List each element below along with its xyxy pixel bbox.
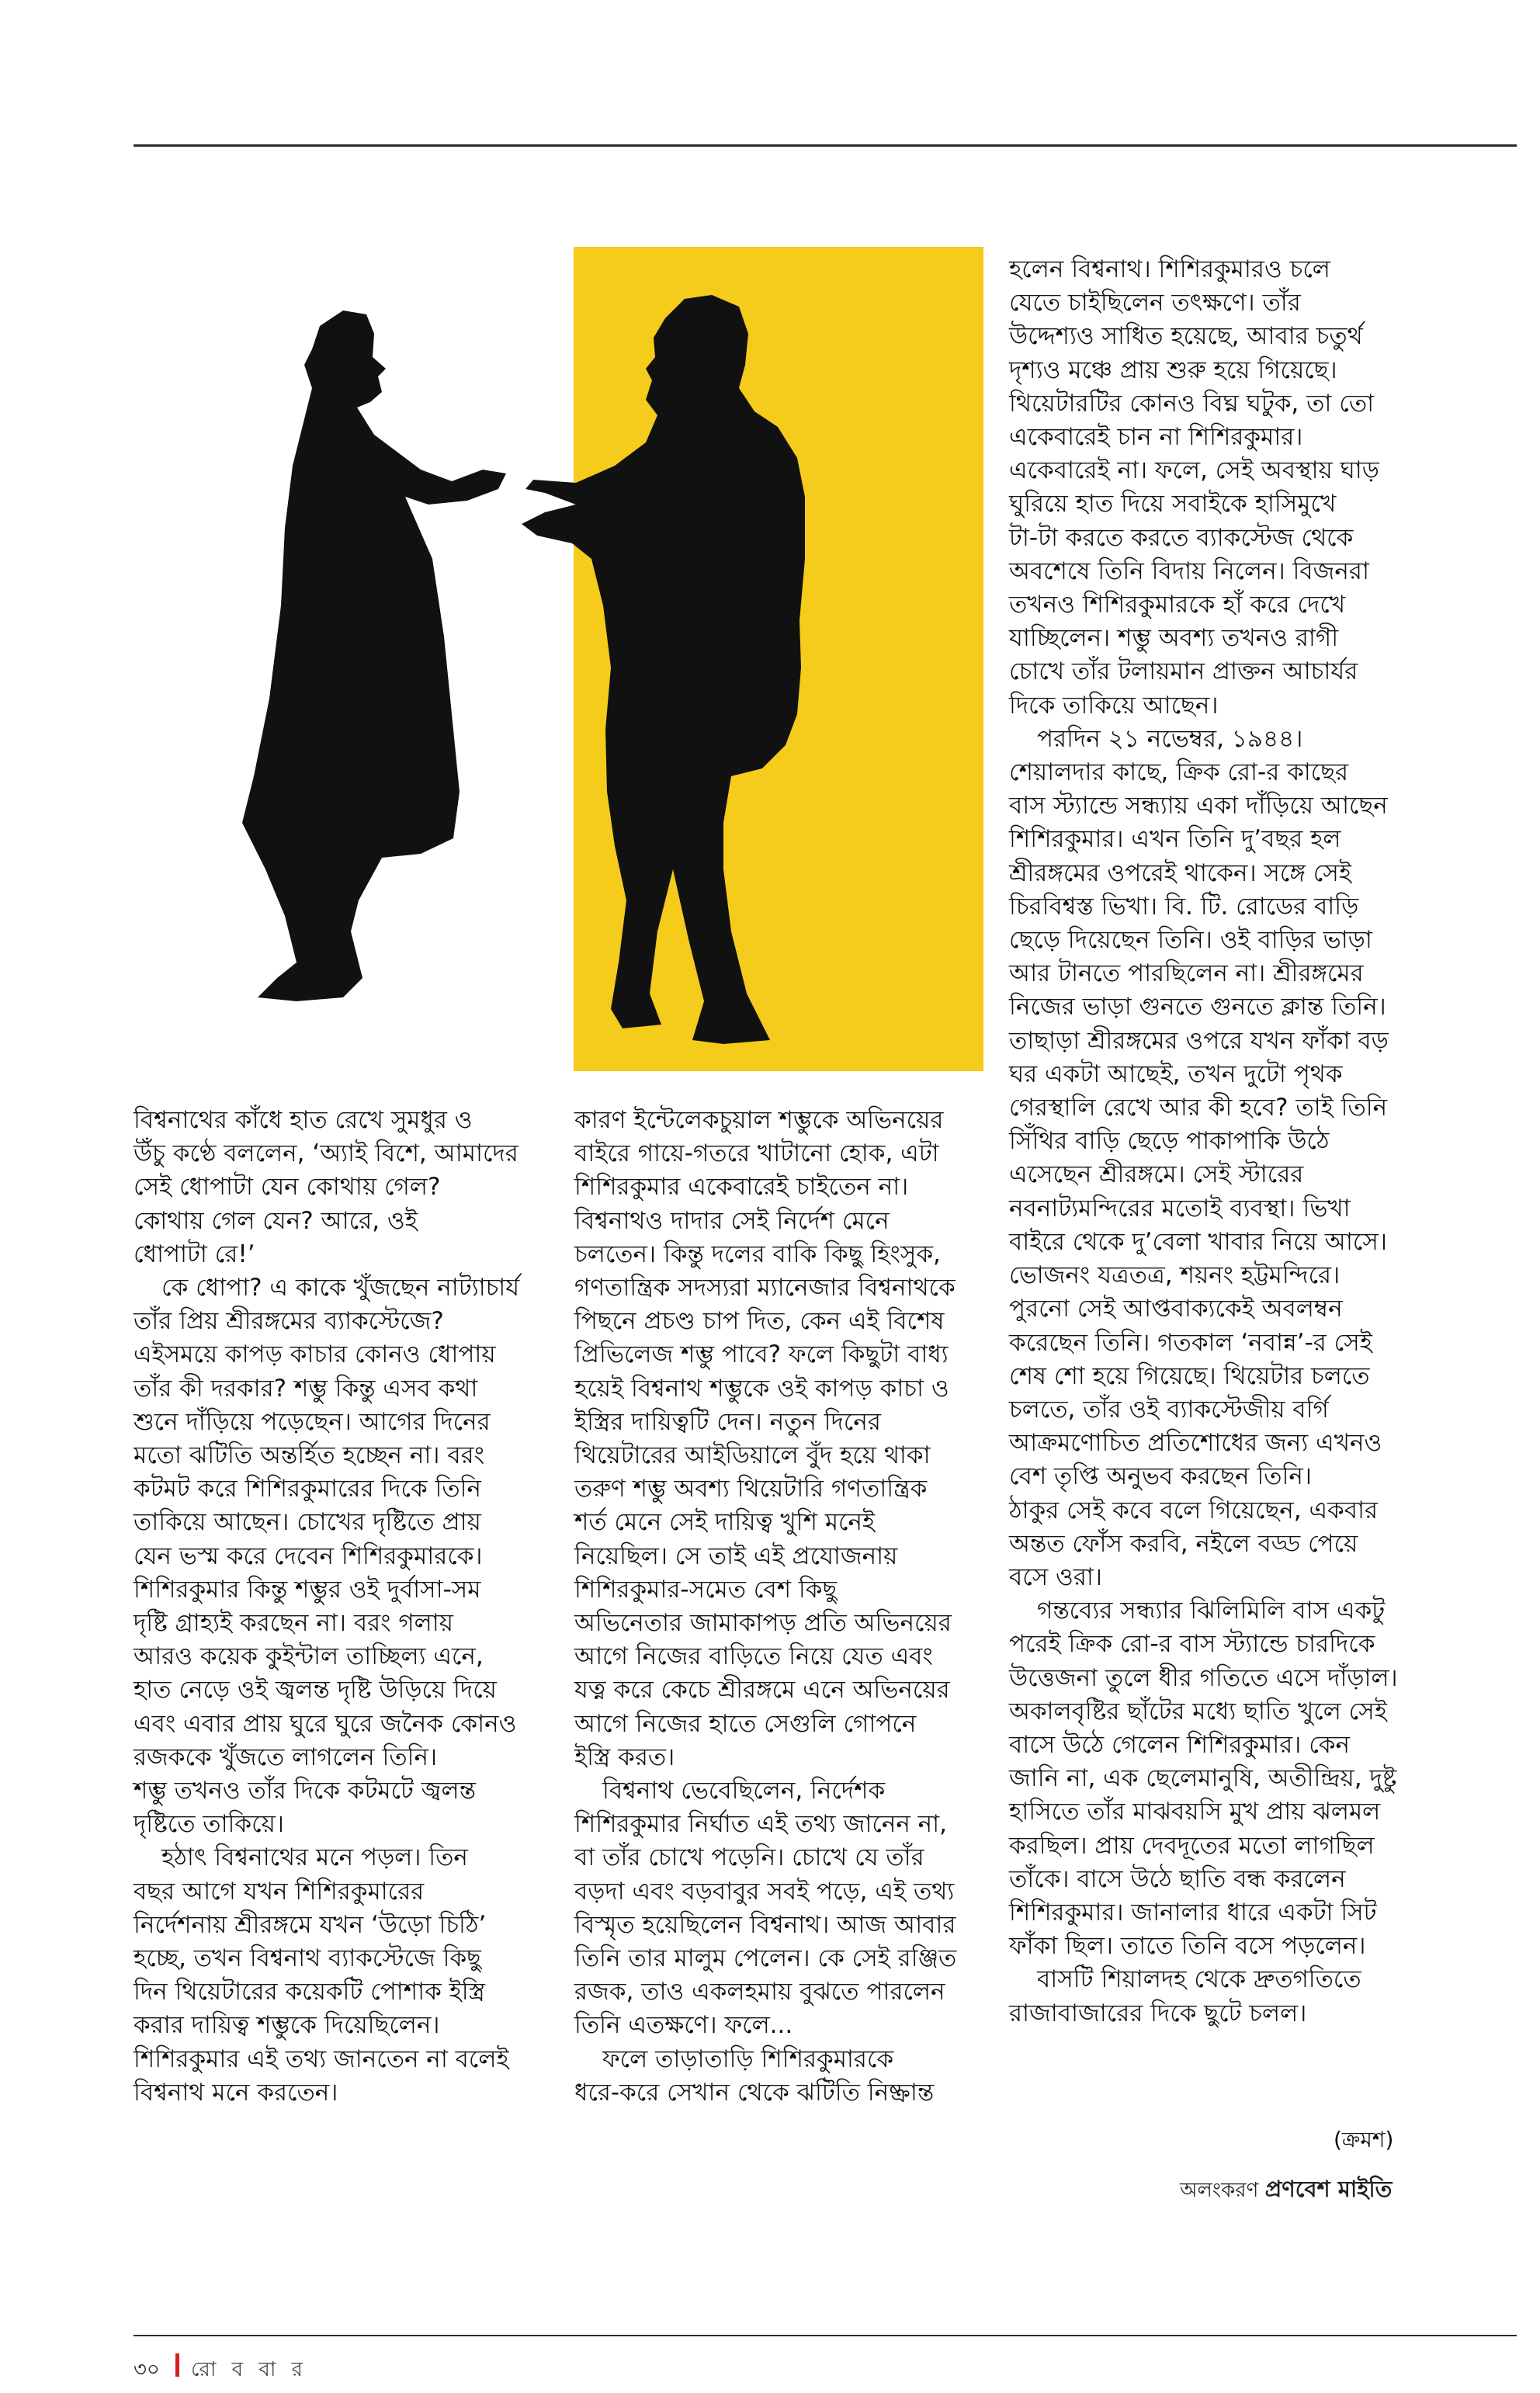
- illustration: [227, 233, 1003, 1071]
- credit-name: প্রণবেশ মাইতি: [1264, 2176, 1393, 2202]
- column-left: [134, 1104, 553, 2110]
- magazine-name: রো ব বা র: [191, 2358, 307, 2381]
- footer-divider-bar: [175, 2353, 179, 2377]
- page-number: ৩০: [134, 2358, 160, 2381]
- paragraph: বিশ্বনাথ ভেবেছিলেন, নির্দেশক শিশিরকুমার নির্ঘাত এই তথ্য জানেন না, বা তাঁর চোখে পড়েনি। চোখে যে তাঁর বড়দা এবং বড়বাবুর সবই পড়ে, এই তথ্য বিস্মৃত হয়েছিলেন বিশ্বনাথ। আজ আবার তিনি তার মালুম পেলেন। কে সেই রঞ্জিত রজক, তাও একলহমায় বুঝতে পারলেন তিনি এতক্ষণে। ফলে...: [574, 1777, 957, 2040]
- left-figure-silhouette: [242, 310, 506, 1001]
- paragraph: কারণ ইন্টেলেকচুয়াল শম্ভুকে অভিনয়ের বাইরে গায়ে-গতরে খাটানো হোক, এটা শিশিরকুমার একেবারেই চাইতেন না। বিশ্বনাথও দাদার সেই নির্দেশ মেনে চলতেন। কিন্তু দলের বাকি কিছু হিংসুক, গণতান্ত্রিক সদস্যরা ম্যানেজার বিশ্বনাথকে পিছনে প্রচণ্ড চাপ দিত, কেন এই বিশেষ প্রিভিলেজ শম্ভু পাবে? ফলে কিছুটা বাধ্য হয়েই বিশ্বনাথ শম্ভুকে ওই কাপড় কাচা ও ইস্ত্রির দায়িত্বটি দেন। নতুন দিনের থিয়েটারের আইডিয়ালে বুঁদ হয়ে থাকা তরুণ শম্ভু অবশ্য থিয়েটারি গণতান্ত্রিক শর্ত মেনে সেই দায়িত্ব খুশি মনেই নিয়েছিল। সে তাই এই প্রযোজনায় শিশিরকুমার-সমেত বেশ কিছু অভিনেতার জামাকাপড় প্রতি অভিনয়ের আগে নিজের বাড়িতে নিয়ে যেত এবং যত্ন করে কেচে শ্রীরঙ্গমে এনে অভিনয়ের আগে নিজের হাতে সেগুলি গোপনে ইস্ত্রি করত।: [574, 1106, 956, 1771]
- credit-label: অলংকরণ: [1180, 2179, 1259, 2202]
- paragraph: বিশ্বনাথের কাঁধে হাত রেখে সুমধুর ও উঁচু কণ্ঠে বললেন, ‘অ্যাই বিশে, আমাদের সেই ধোপাটা যেন কোথায় গেল? কোথায় গেল যেন? আরে, ওই ধোপাটা রে!’: [134, 1106, 519, 1268]
- bottom-rule: [134, 2335, 1517, 2336]
- paragraph: বাসটি শিয়ালদহ থেকে দ্রুতগতিতে রাজাবাজারের দিকে ছুটে চলল।: [1009, 1965, 1361, 2027]
- top-rule: [134, 144, 1517, 147]
- paragraph: হলেন বিশ্বনাথ। শিশিরকুমারও চলে যেতে চাইছিলেন তৎক্ষণে। তাঁর উদ্দেশ্যও সাধিত হয়েছে, আবার চতুর্থ দৃশ্যও মঞ্চে প্রায় শুরু হয়ে গিয়েছে। থিয়েটারটির কোনও বিঘ্ন ঘটুক, তা তো একেবারেই চান না শিশিরকুমার। একেবারেই না। ফলে, সেই অবস্থায় ঘাড় ঘুরিয়ে হাত দিয়ে সবাইকে হাসিমুখে টা-টা করতে করতে ব্যাকস্টেজ থেকে অবশেষে তিনি বিদায় নিলেন। বিজনরা তখনও শিশিরকুমারকে হাঁ করে দেখে যাচ্ছিলেন। শম্ভু অবশ্য তখনও রাগী চোখে তাঁর টলায়মান প্রাক্তন আচার্যর দিকে তাকিয়ে আছেন।: [1009, 255, 1379, 720]
- paragraph: গন্তব্যের সন্ধ্যার ঝিলিমিলি বাস একটু পরেই ক্রিক রো-র বাস স্ট্যান্ডে চারদিকে উত্তেজনা তুলে ধীর গতিতে এসে দাঁড়াল। অকালবৃষ্টির ছাঁটের মধ্যে ছাতি খুলে সেই বাসে উঠে গেলেন শিশিরকুমার। কেন জানি না, এক ছেলেমানুষি, অতীন্দ্রিয়, দুষ্টু হাসিতে তাঁর মাঝবয়সি মুখ প্রায় ঝলমল করছিল। প্রায় দেবদূতের মতো লাগছিল তাঁকে। বাসে উঠে ছাতি বন্ধ করলেন শিশিরকুমার। জানালার ধারে একটা সিট ফাঁকা ছিল। তাতে তিনি বসে পড়লেন।: [1009, 1597, 1398, 1961]
- column-right: [1009, 253, 1475, 2031]
- paragraph: ফলে তাড়াতাড়ি শিশিরকুমারকে ধরে-করে সেখান থেকে ঝটিতি নিষ্ক্রান্ত: [574, 2044, 935, 2107]
- column-middle: [574, 1104, 1009, 2110]
- series-continued-note: (ক্রমশ): [1334, 2127, 1394, 2152]
- paragraph: পরদিন ২১ নভেম্বর, ১৯৪৪। শেয়ালদার কাছে, ক্রিক রো-র কাছের বাস স্ট্যান্ডে সন্ধ্যায় একা দাঁড়িয়ে আছেন শিশিরকুমার। এখন তিনি দু’বছর হল শ্রীরঙ্গমের ওপরেই থাকেন। সঙ্গে সেই চিরবিশ্বস্ত ভিখা। বি. টি. রোডের বাড়ি ছেড়ে দিয়েছেন তিনি। ওই বাড়ির ভাড়া আর টানতে পারছিলেন না। শ্রীরঙ্গমের নিজের ভাড়া গুনতে গুনতে ক্লান্ত তিনি। তাছাড়া শ্রীরঙ্গমের ওপরে যখন ফাঁকা বড় ঘর একটা আছেই, তখন দুটো পৃথক গেরস্থালি রেখে আর কী হবে? তাই তিনি সিঁথির বাড়ি ছেড়ে পাকাপাকি উঠে এসেছেন শ্রীরঙ্গমে। সেই স্টারের নবনাট্যমন্দিরের মতোই ব্যবস্থা। ভিখা বাইরে থেকে দু’বেলা খাবার নিয়ে আসে। ভোজনং যত্রতত্র, শয়নং হট্টমন্দিরে। পুরনো সেই আপ্তবাক্যকেই অবলম্বন করেছেন তিনি। গতকাল ‘নবান্ন’-র সেই শেষ শো হয়ে গিয়েছে। থিয়েটার চলতে চলতে, তাঁর ওই ব্যাকস্টেজীয় বর্গি আক্রমণোচিত প্রতিশোধের জন্য এখনও বেশ তৃপ্তি অনুভব করছেন তিনি। ঠাকুর সেই কবে বলে গিয়েছেন, একবার অন্তত ফোঁস করবি, নইলে বড্ড পেয়ে বসে ওরা।: [1009, 724, 1389, 1591]
- illustration-credit: [1180, 2172, 1392, 2210]
- paragraph: হঠাৎ বিশ্বনাথের মনে পড়ল। তিন বছর আগে যখন শিশিরকুমারের নির্দেশনায় শ্রীরঙ্গমে যখন ‘উড়ো চিঠি’ হচ্ছে, তখন বিশ্বনাথ ব্যাকস্টেজে কিছু দিন থিয়েটারের কয়েকটি পোশাক ইস্ত্রি করার দায়িত্ব শম্ভুকে দিয়েছিলেন। শিশিরকুমার এই তথ্য জানতেন না বলেই বিশ্বনাথ মনে করতেন।: [134, 1843, 509, 2107]
- paragraph: কে ধোপা? এ কাকে খুঁজছেন নাট্যাচার্য তাঁর প্রিয় শ্রীরঙ্গমের ব্যাকস্টেজে? এইসময়ে কাপড় কাচার কোনও ধোপায় তাঁর কী দরকার? শম্ভু কিন্তু এসব কথা শুনে দাঁড়িয়ে পড়েছেন। আগের দিনের মতো ঝটিতি অন্তর্হিত হচ্ছেন না। বরং কটমট করে শিশিরকুমারের দিকে তিনি তাকিয়ে আছেন। চোখের দৃষ্টিতে প্রায় যেন ভস্ম করে দেবেন শিশিরকুমারকে। শিশিরকুমার কিন্তু শম্ভুর ওই দুর্বাসা-সম দৃষ্টি গ্রাহ্যই করছেন না। বরং গলায় আরও কয়েক কুইন্টাল তাচ্ছিল্য এনে, হাত নেড়ে ওই জ্বলন্ত দৃষ্টি উড়িয়ে দিয়ে এবং এবার প্রায় ঘুরে ঘুরে জনৈক কোনও রজককে খুঁজতে লাগলেন তিনি। শম্ভু তখনও তাঁর দিকে কটমটে জ্বলন্ত দৃষ্টিতে তাকিয়ে।: [134, 1274, 520, 1839]
